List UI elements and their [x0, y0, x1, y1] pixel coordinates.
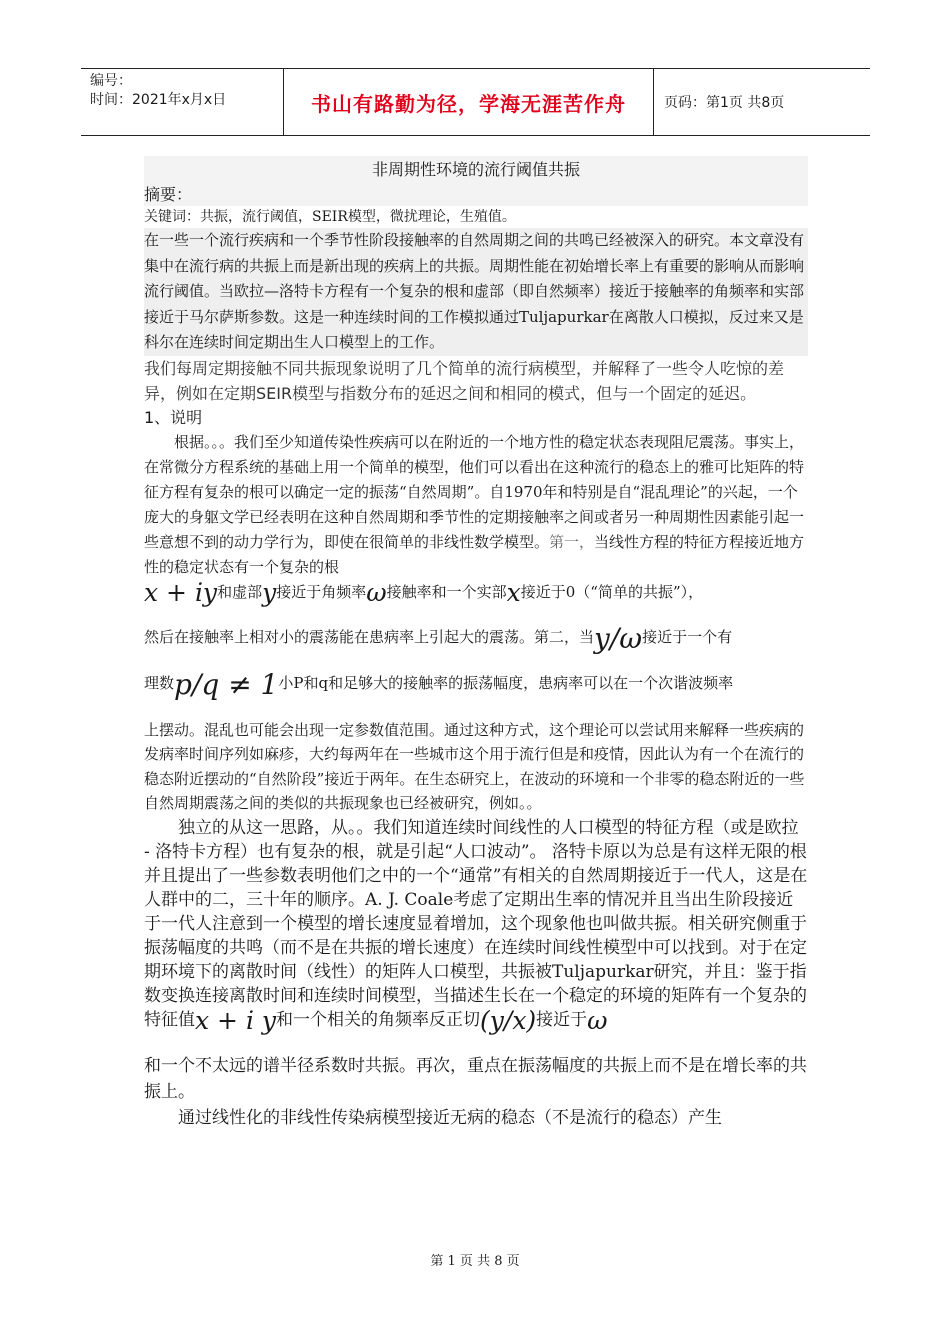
para4b-text: 接近于一个有 — [642, 627, 733, 646]
math-p-over-q: p/q ≠ 1 — [174, 668, 279, 701]
math-x-plus-iy: x + iy — [144, 577, 218, 607]
paragraph-3-math — [144, 577, 808, 607]
para3-text: 根据。。。我们至少知道传染性疾病可以在附近的一个地方性的稳定状态表现阻尼震荡。事实上，在常微分方程系统的基础上用一个简单的模型，他们可以看出在这种流行的稳态上的雅可比矩阵的特征方程有复杂的根可以确定一定的振荡“自然周期”。自1970年和特别是自“混乱理论”的兴起，一个庞大的身躯文学已经表明在这种自然周期和季节性的定期接触率之间或者另一种周期性因素能引起一些意想不到的动力学行为，即使在很简单的非线性数学模型。 — [144, 432, 805, 551]
text-near-zero: 接近于0（“简单的共振”）， — [520, 582, 704, 601]
header-meta — [81, 69, 284, 135]
math-y: y — [262, 577, 277, 607]
para3-tail: 当线性方程的特征方程接近地方性的稳定状态有一个复杂的根 — [144, 532, 805, 576]
header-motto: 书山有路勤为径，学海无涯苦作舟 — [284, 69, 654, 135]
paragraph-2: 我们每周定期接触不同共振现象说明了几个简单的流行病模型，并解释了一些令人吃惊的差异，例如在定期SEIR模型与指数分布的延迟之间和相同的模式，但与一个固定的延迟。 — [144, 358, 785, 403]
paragraph-6 — [144, 816, 808, 1033]
para4c-text: 理数 — [144, 674, 175, 692]
abstract-label: 摘要： — [144, 184, 808, 206]
text-near-freq: 接近于角频率 — [276, 582, 367, 601]
math-x-plus-iy-2: x + i y — [195, 1005, 277, 1035]
paragraph-4a — [144, 621, 808, 655]
para3-gray: 第一， — [549, 532, 595, 551]
text-angle: 和一个相关的角频率反正切 — [276, 1009, 481, 1030]
paragraph-1: 在一些一个流行疾病和一个季节性阶段接触率的自然周期之间的共鸣已经被深入的研究。本文章没有集中在流行病的共振上而是新出现的疾病上的共振。周期性能在初始增长率上有重要的影响从而影响流行阈值。当欧拉—洛特卡方程有一个复杂的根和虚部（即自然频率）接近于接触率的角频率和实部接近于马尔萨斯参数。这是一种连续时间的工作模拟通过Tuljapurkar在离散人口模拟，反过来又是科尔在连续时间定期出生人口模型上的工作。 — [144, 228, 808, 356]
time-label: 时间：2021年x月x日 — [90, 92, 227, 108]
math-arctan: (y/x) — [480, 1005, 537, 1035]
header-table — [81, 68, 870, 136]
text-contact-real: 接触率和一个实部 — [386, 582, 507, 601]
doc-title: 非周期性环境的流行阈值共振 — [144, 156, 808, 184]
header-page-info: 页码：第1页 共8页 — [664, 95, 785, 111]
number-label: 编号： — [90, 73, 132, 89]
para6-text: 独立的从这一思路，从。。我们知道连续时间线性的人口模型的特征方程（或是欧拉 - 洛特卡方程）也有复杂的根，就是引起“人口波动”。 洛特卡原以为总是有这样无限的根并且提出了一些参数表明他们之中的一个“通常”有相关的自然周期接近于一代人，这是在人群中的二，三十年的顺序。A. J. Coale考虑了定期出生率的情况并且当出生阶段接近于一代人注意到一个模型的增长速度显着增加，这个现象他也叫做共振。相关研究侧重于振荡幅度的共鸣（而不是在共振的增长速度）在连续时间线性模型中可以找到。对于在定期环境下的离散时间（线性）的矩阵人口模型，共振被Tuljapurkar研究，并且：鉴于指数变换连接离散时间和连续时间模型，当描述生长在一个稳定的环境的矩阵有一个复杂的特征值 — [144, 817, 808, 1030]
math-omega-2: ω — [587, 1005, 608, 1035]
keywords: 关键词：共振，流行阈值，SEIR模型，微扰理论，生殖值。 — [144, 209, 516, 225]
text-near: 接近于 — [536, 1009, 588, 1030]
math-y-over-omega: y/ω — [594, 621, 643, 655]
math-omega: ω — [366, 577, 387, 607]
para4a-text: 然后在接触率上相对小的震荡能在患病率上引起大的震荡。第二，当 — [144, 627, 595, 646]
text-imag: 和虚部 — [217, 582, 263, 601]
page-footer: 第 1 页 共 8 页 — [430, 1254, 520, 1269]
para4d-text: 小P和q和足够大的接触率的振荡幅度，患病率可以在一个次谐波频率 — [278, 674, 734, 692]
document-body — [144, 156, 808, 1131]
paragraph-4b — [144, 668, 808, 701]
paragraph-3 — [144, 430, 808, 580]
section-heading: 1、说明 — [144, 407, 203, 427]
paragraph-8: 通过线性化的非线性传染病模型接近无病的稳态（不是流行的稳态）产生 — [178, 1107, 722, 1128]
math-x: x — [506, 577, 521, 607]
paragraph-7: 和一个不太远的谱半径系数时共振。再次，重点在振荡幅度的共振上而不是在增长率的共振上。 — [144, 1055, 807, 1102]
paragraph-5: 上摆动。混乱也可能会出现一定参数值范围。通过这种方式，这个理论可以尝试用来解释一些疾病的发病率时间序列如麻疹，大约每两年在一些城市这个用于流行但是和疫情，因此认为有一个在流行的稳态附近摆动的“自然阶段”接近于两年。在生态研究上，在波动的环境和一个非零的稳态附近的一些自然周期震荡之间的类似的共振现象也已经被研究，例如。。 — [144, 720, 805, 812]
